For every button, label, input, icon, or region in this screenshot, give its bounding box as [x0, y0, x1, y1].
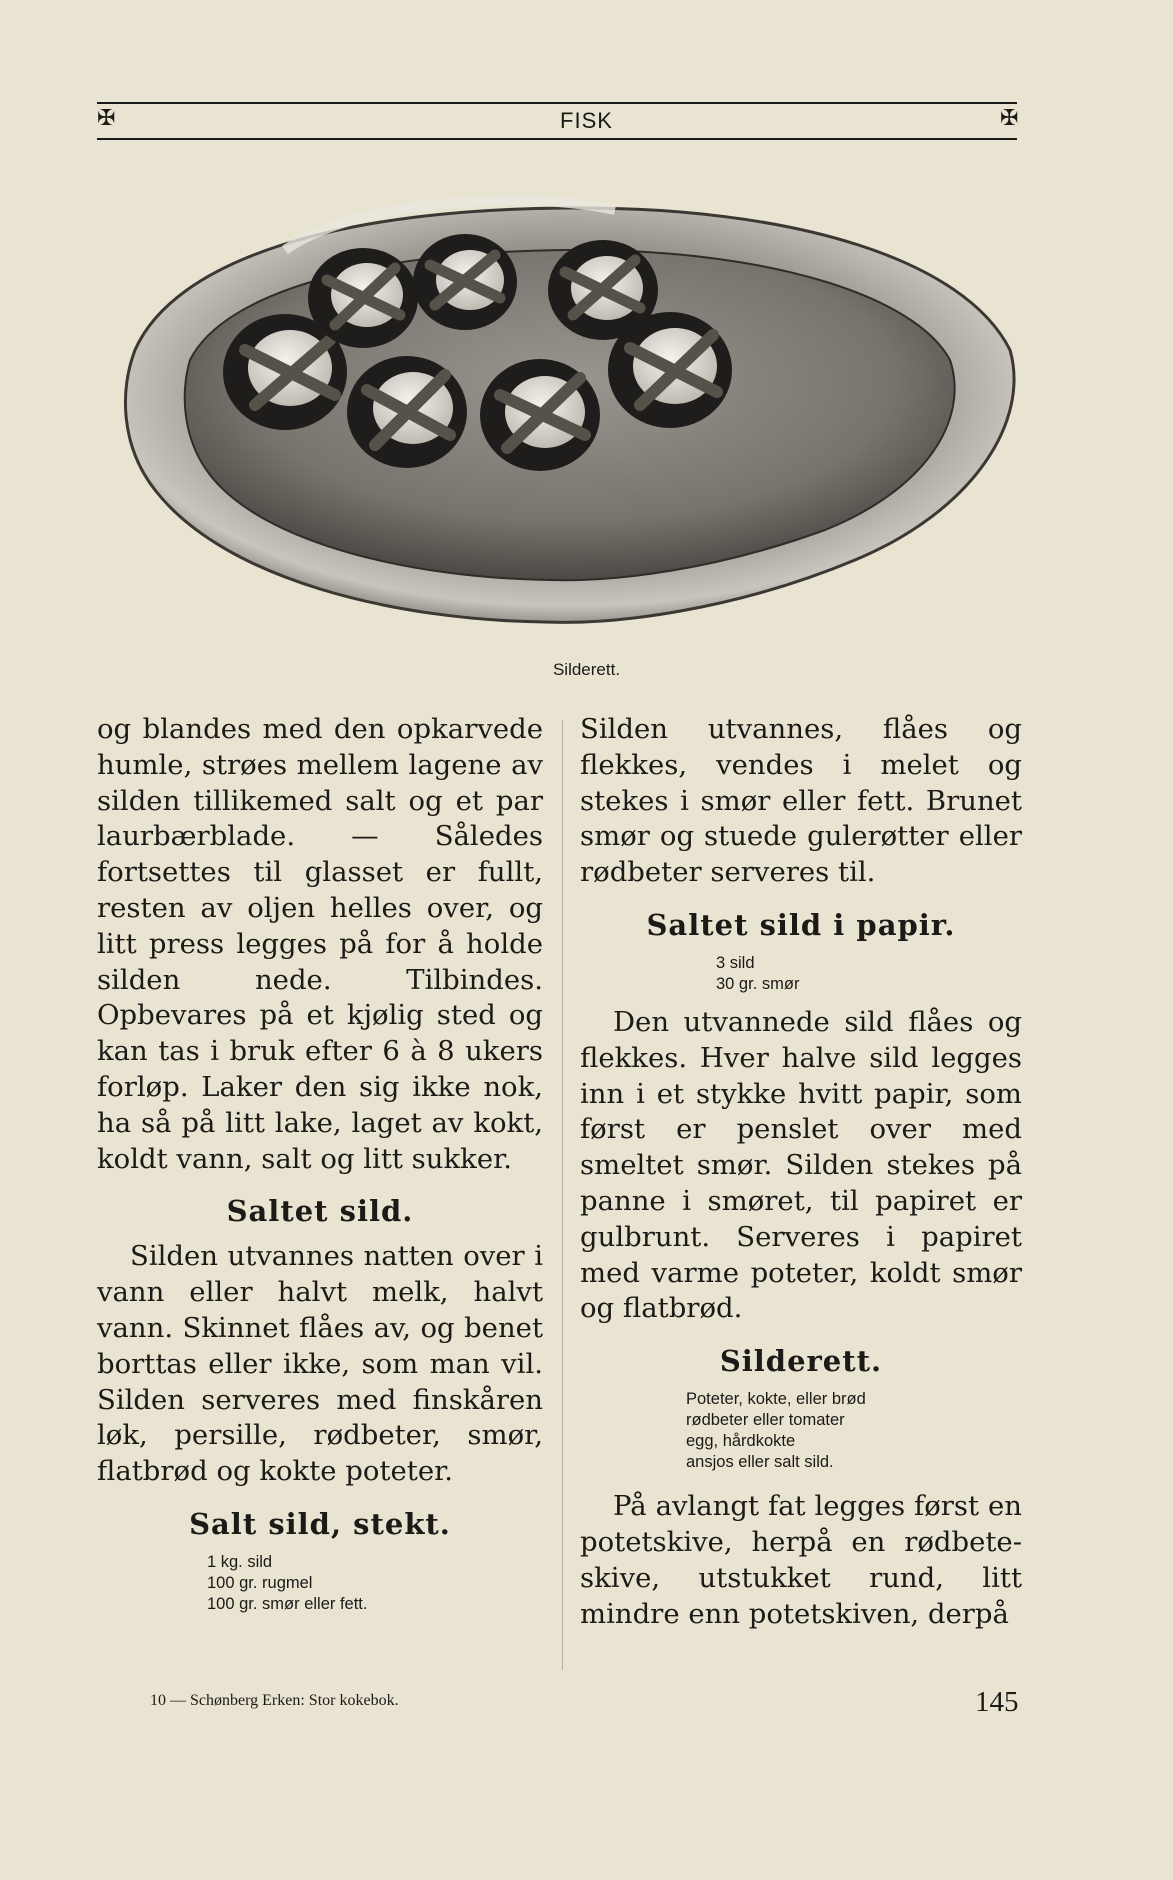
header-cross-left-icon: ✠ — [97, 106, 116, 131]
canape-5 — [347, 356, 467, 468]
header-cross-right-icon: ✠ — [1000, 106, 1019, 131]
canape-3 — [413, 234, 517, 330]
header-rule-top — [97, 102, 1017, 104]
right-paragraph-3: På avlangt fat legges først en potetskive, herpå en rødbeteskive, utstukket rund, litt mindre enn potetskiven, derpå — [580, 1490, 1022, 1630]
figure-caption: Silderett. — [552, 660, 621, 679]
column-divider — [562, 720, 563, 1670]
canape-2 — [308, 248, 418, 348]
ingredients-salt-sild-stekt — [97, 1552, 543, 1615]
ingredient-line: rødbeter eller tomater — [686, 1411, 845, 1430]
right-paragraph-2: Den utvannede sild flåes og flekkes. Hver halve sild legges inn i et stykke hvitt papir, som først er penslet over med smeltet smør. Silden stekes på panne i smøret, til papiret er gulbrunt. Serveres i papiret med varme poteter, koldt smør og flatbrød. — [580, 1005, 1022, 1325]
printer-signature: 10 — Schønberg Erken: Stor kokebok. — [150, 1692, 399, 1709]
heading-saltet-sild-i-papir: Saltet sild i papir. — [646, 907, 956, 942]
ingredient-line: ansjos eller salt sild. — [686, 1453, 834, 1472]
left-paragraph-1: og blandes med den opkarvede humle, strøes mellem lagene av silden tillikemed salt og et par laurbærblade. — Således fortsettes til glasset er fullt, resten av oljen helles over, og litt press legges på for å holde silden nede. Tilbindes. Opbevares på et kjølig sted og kan tas i bruk efter 6 à 8 ukers forløp. Laker den sig ikke nok, ha så på litt lake, laget av kokt, koldt vann, salt og litt sukker. — [97, 713, 543, 1175]
canape-6 — [480, 359, 600, 471]
heading-saltet-sild: Saltet sild. — [226, 1194, 414, 1229]
ingredient-line: 100 gr. rugmel — [207, 1573, 313, 1592]
right-paragraph-1: Silden utvannes, flåes og flekkes, vendes i melet og stekes i smør eller fett. Brunet smør og stuede gulerøtter eller rødbeter serveres til. — [580, 713, 1022, 889]
ingredient-line: 100 gr. smør eller fett. — [207, 1594, 368, 1613]
ingredients-silderett — [580, 1389, 1022, 1473]
ingredient-line: 30 gr. smør — [716, 974, 800, 993]
left-paragraph-2: Silden utvannes natten over i vann eller halvt melk, halvt vann. Skinnet flåes av, og benet borttas eller ikke, som man vil. Silden serveres med finskåren løk, persille, rødbeter, smør, flatbrød og kokte poteter. — [97, 1240, 543, 1488]
ingredients-saltet-sild-i-papir — [580, 953, 1022, 995]
right-column — [580, 712, 1022, 1632]
page-number: 145 — [975, 1686, 1019, 1718]
header-rule-bottom — [97, 138, 1017, 140]
heading-silderett: Silderett. — [719, 1344, 883, 1379]
ingredient-line: 3 sild — [716, 953, 755, 972]
canape-7 — [608, 312, 732, 428]
ingredient-line: 1 kg. sild — [207, 1552, 273, 1571]
heading-salt-sild-stekt: Salt sild, stekt. — [189, 1506, 451, 1541]
ingredient-line: egg, hårdkokte — [686, 1432, 796, 1451]
silderett-photo — [95, 190, 1025, 650]
left-column — [97, 712, 543, 1623]
ingredient-line: Poteter, kokte, eller brød — [686, 1390, 866, 1409]
running-header: FISK — [560, 108, 613, 133]
